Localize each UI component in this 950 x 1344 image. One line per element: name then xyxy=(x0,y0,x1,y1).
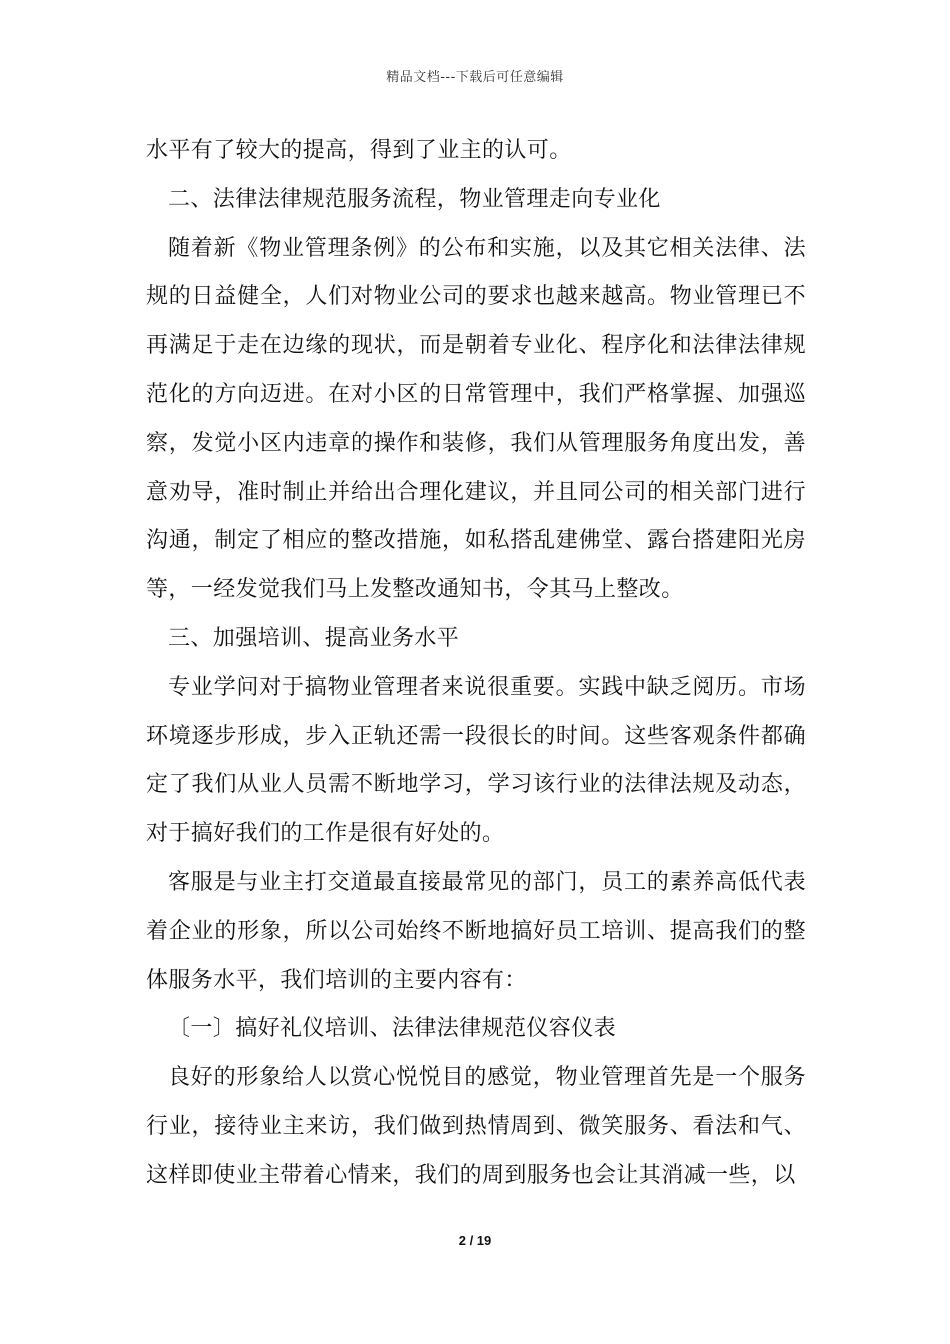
paragraph: 专业学问对于搞物业管理者来说很重要。实践中缺乏阅历。市场环境逐步形成，步入正轨还需一段很长的时间。这些客观条件都确定了我们从业人员需不断地学习，学习该行业的法律法规及动态，对于搞好我们的工作是很有好处的。 xyxy=(146,674,806,847)
page-header: 精品文档---下载后可任意编辑 xyxy=(386,70,564,85)
document-body xyxy=(146,127,806,1201)
section-heading: 二、法律法律规范服务流程，物业管理走向专业化 xyxy=(168,186,661,212)
subsection-heading: 〔一〕搞好礼仪培训、法律法律规范仪容仪表 xyxy=(168,1016,617,1042)
paragraph: 水平有了较大的提高，得到了业主的认可。 xyxy=(146,138,572,163)
page-number: 2 / 19 xyxy=(458,1233,492,1248)
paragraph: 客服是与业主打交道最直接最常见的部门，员工的素养高低代表着企业的形象，所以公司始终不断地搞好员工培训、提高我们的整体服务水平，我们培训的主要内容有： xyxy=(146,869,806,993)
paragraph: 良好的形象给人以赏心悦悦目的感觉，物业管理首先是一个服务行业，接待业主来访，我们做到热情周到、微笑服务、看法和气、这样即使业主带着心情来，我们的周到服务也会让其消减一些，以 xyxy=(146,1065,806,1188)
paragraph: 随着新《物业管理条例》的公布和实施，以及其它相关法律、法规的日益健全，人们对物业公司的要求也越来越高。物业管理已不再满足于走在边缘的现状，而是朝着专业化、程序化和法律法律规范化的方向迈进。在对小区的日常管理中，我们严格掌握、加强巡察，发觉小区内违章的操作和装修，我们从管理服务角度出发，善意劝导，准时制止并给出合理化建议，并且同公司的相关部门进行沟通，制定了相应的整改措施，如私搭乱建佛堂、露台搭建阳光房等，一经发觉我们马上发整改通知书，令其马上整改。 xyxy=(146,235,806,603)
section-heading: 三、加强培训、提高业务水平 xyxy=(168,625,460,651)
